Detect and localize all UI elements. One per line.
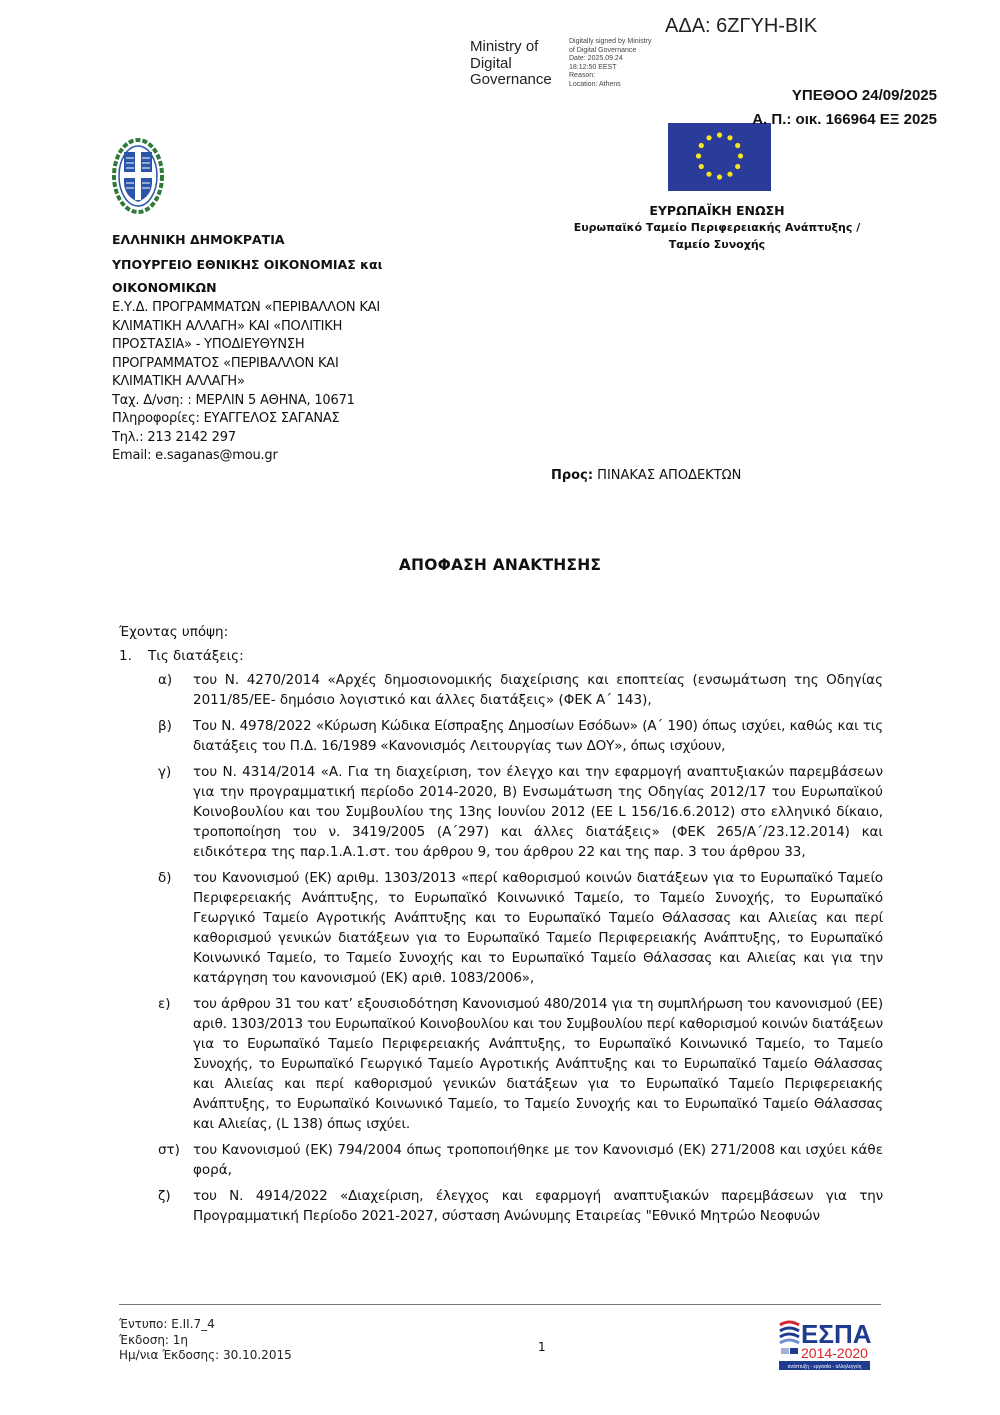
form-edition: Έκδοση: 1η [119, 1332, 189, 1347]
svg-text:2014-2020: 2014-2020 [801, 1345, 868, 1361]
eu-fund-line: Ταμείο Συνοχής [668, 238, 766, 251]
recipient [551, 468, 741, 483]
eu-flag-icon [668, 123, 771, 191]
ada-code: ΑΔΑ: 6ΖΓΥΗ-ΒΙΚ [665, 15, 818, 37]
provision-item [158, 762, 883, 862]
issuer-ministry: ΥΠΟΥΡΓΕΙΟ ΕΘΝΙΚΗΣ ΟΙΚΟΝΟΜΙΑΣ και [112, 257, 383, 272]
svg-text:ανάπτυξη - εργασία - αλληλεγγύ: ανάπτυξη - εργασία - αλληλεγγύη [787, 1364, 862, 1370]
provision-label: β) [158, 718, 172, 734]
signature-detail-line: 18:12:50 EEST [569, 63, 617, 71]
provision-item [158, 1140, 883, 1180]
signer-line: Governance [470, 71, 552, 88]
provision-label: α) [158, 672, 173, 688]
issuer-email: Email: e.saganas@mou.gr [112, 448, 278, 463]
provision-label: ζ) [158, 1188, 171, 1204]
provision-label: στ) [158, 1142, 180, 1158]
provision-item [158, 716, 883, 756]
footer-form-info [119, 1317, 292, 1364]
signature-details [569, 38, 651, 90]
issuer-ministry-cont: ΟΙΚΟΝΟΜΙΚΩΝ [112, 280, 217, 295]
provision-text: του Κανονισμού (ΕΚ) 794/2004 όπως τροποποιήθηκε με τον Κανονισμό (ΕΚ) 271/2008 και ισχύει κάθε φορά, [193, 1142, 883, 1178]
espa-logo-icon [777, 1315, 872, 1371]
signer-line: Digital [470, 54, 512, 72]
issuer-block [112, 227, 432, 466]
provision-label: ε) [158, 996, 171, 1012]
form-edition-date: Ημ/νια Έκδοσης: 30.10.2015 [119, 1348, 292, 1362]
page-number: 1 [538, 1340, 546, 1354]
recipient-value: ΠΙΝΑΚΑΣ ΑΠΟΔΕΚΤΩΝ [597, 468, 742, 483]
provision-item [158, 994, 883, 1134]
signature-detail-line: Digitally signed by Ministry [569, 38, 652, 45]
provision-text: του άρθρου 31 του κατ’ εξουσιοδότηση Κανονισμού 480/2014 για τη συμπλήρωση του κανονισμού (ΕΕ) αριθ. 1303/2013 του Ευρωπαϊκού Κοινοβουλίου και του Συμβουλίου περί καθορισμού κοινών διατάξεων για το Ευρωπαϊκό Ταμείο Περιφερειακής Ανάπτυξης, το Ευρωπαϊκό Κοινωνικό Ταμείο, το Ταμείο Συνοχής, το Ευρωπαϊκό Γεωργικό Ταμείο Αγροτικής Ανάπτυξης και το Ευρωπαϊκό Ταμείο Θάλασσας και Αλιείας και περί καθορισμού γενικών διατάξεων για το Ευρωπαϊκό Ταμείο Περιφερειακής Ανάπτυξης, το Ευρωπαϊκό Κοινωνικό Ταμείο, το Ταμείο Συνοχής και το Ευρωπαϊκό Ταμείο Θάλασσας και Αλιείας, (L 138) όπως ισχύει. [193, 996, 883, 1132]
document-title: ΑΠΟΦΑΣΗ ΑΝΑΚΤΗΣΗΣ [398, 556, 602, 574]
intro-text: Έχοντας υπόψη: [119, 624, 229, 640]
greek-emblem-icon [112, 138, 164, 216]
provision-text: του Ν. 4314/2014 «Α. Για τη διαχείριση, τον έλεγχο και την εφαρμογή αναπτυξιακών παρεμβάσεων για την προγραμματική περίοδο 2014-2020, Β) Ενσωμάτωση της Οδηγίας 2012/17 του Ευρωπαϊκού Κοινοβουλίου και του Συμβουλίου της 13ης Ιουνίου 2012 (ΕΕ L 156/16.6.2012) στο ελληνικό δίκαιο, τροποποίηση του ν. 3419/2005 (Α΄297) και άλλες διατάξεις» (ΦΕΚ 265/Α΄/23.12.2014) και ειδικότερα της παρ.1.Α.1.στ. του άρθρου 9, του άρθρου 22 και της παρ. 3 του άρθρου 33, [193, 764, 883, 860]
section-label: Τις διατάξεις: [148, 648, 244, 664]
signature-detail-line: Location: Athens [569, 80, 621, 88]
signature-detail-line: of Digital Governance [569, 46, 637, 54]
eu-caption [552, 203, 882, 253]
section-1 [119, 646, 883, 666]
eu-fund-line: Ευρωπαϊκό Ταμείο Περιφερειακής Ανάπτυξης / [573, 221, 861, 234]
provision-text: Του Ν. 4978/2022 «Κύρωση Κώδικα Είσπραξης Δημοσίων Εσόδων» (Α΄ 190) όπως ισχύει, καθώς και τις διατάξεις του Π.Δ. 16/1989 «Κανονισμός Λειτουργίας των ΔΟΥ», όπως ισχύουν, [193, 718, 883, 754]
provision-item [158, 670, 883, 710]
provision-item [158, 1186, 883, 1226]
section-number: 1. [119, 648, 132, 664]
issuer-line: ΚΛΙΜΑΤΙΚΗ ΑΛΛΑΓΗ» ΚΑΙ «ΠΟΛΙΤΙΚΗ [112, 318, 343, 334]
issuer-address: Ταχ. Δ/νση: : ΜΕΡΛΙΝ 5 ΑΘΗΝΑ, 10671 [112, 392, 355, 408]
reference-date: ΥΠΕΘΟΟ 24/09/2025 [791, 87, 937, 104]
form-code: Έντυπο: Ε.ΙΙ.7_4 [119, 1317, 215, 1331]
issuer-country: ΕΛΛΗΝΙΚΗ ΔΗΜΟΚΡΑΤΙΑ [112, 232, 285, 247]
eu-title: ΕΥΡΩΠΑΪΚΗ ΕΝΩΣΗ [649, 203, 785, 218]
document-body [119, 622, 883, 1232]
issuer-line: ΠΡΟΓΡΑΜΜΑΤΟΣ «ΠΕΡΙΒΑΛΛΟΝ ΚΑΙ [112, 355, 339, 371]
svg-text:ΕΣΠΑ: ΕΣΠΑ [801, 1319, 872, 1349]
provision-text: του Ν. 4914/2022 «Διαχείριση, έλεγχος και εφαρμογή αναπτυξιακών παρεμβάσεων για την Προγραμματική Περίοδο 2021-2027, σύσταση Ανώνυμης Εταιρείας "Εθνικό Μητρώο Νεοφυών [193, 1188, 883, 1224]
footer-divider [119, 1304, 881, 1305]
signer-line: Ministry of [470, 38, 539, 55]
signature-detail-line: Date: 2025.09.24 [569, 55, 623, 63]
signature-detail-line: Reason: [569, 72, 596, 80]
provision-label: γ) [158, 764, 172, 780]
provision-item [158, 868, 883, 988]
protocol-number: Α. Π.: οικ. 166964 ΕΞ 2025 [752, 111, 937, 128]
issuer-line: ΠΡΟΣΤΑΣΙΑ» - ΥΠΟΔΙΕΥΘΥΝΣΗ [112, 337, 305, 352]
provision-text: του Κανονισμού (ΕΚ) αριθμ. 1303/2013 «περί καθορισμού κοινών διατάξεων για το Ευρωπαϊκό Ταμείο Περιφερειακής Ανάπτυξης, το Ευρωπαϊκό Κοινωνικό Ταμείο, το Ταμείο Συνοχής, το Ευρωπαϊκό Γεωργικό Ταμείο Αγροτικής Ανάπτυξης και το Ευρωπαϊκό Ταμείο Θάλασσας και Αλιείας και περί καθορισμού γενικών διατάξεων για το Ευρωπαϊκό Ταμείο Περιφερειακής Ανάπτυξης, το Ευρωπαϊκό Κοινωνικό Ταμείο, το Ταμείο Συνοχής και το Ευρωπαϊκό Ταμείο Θάλασσας και Αλιείας και για την κατάργηση του κανονισμού (ΕΚ) αριθ. 1083/2006», [193, 870, 883, 986]
issuer-contact-person: Πληροφορίες: ΕΥΑΓΓΕΛΟΣ ΣΑΓΑΝΑΣ [112, 411, 340, 426]
recipient-label: Προς: [551, 468, 594, 483]
provision-label: δ) [158, 870, 172, 886]
signature-signer [470, 39, 552, 89]
issuer-line: Ε.Υ.Δ. ΠΡΟΓΡΑΜΜΑΤΩΝ «ΠΕΡΙΒΑΛΛΟΝ ΚΑΙ [112, 300, 381, 315]
issuer-line: ΚΛΙΜΑΤΙΚΗ ΑΛΛΑΓΗ» [112, 374, 245, 389]
issuer-phone: Τηλ.: 213 2142 297 [112, 429, 236, 445]
provision-text: του Ν. 4270/2014 «Αρχές δημοσιονομικής διαχείρισης και εποπτείας (ενσωμάτωση της Οδηγίας 2011/85/ΕΕ- δημόσιο λογιστικό και άλλες διατάξεις» (ΦΕΚ Α΄ 143), [193, 672, 883, 708]
